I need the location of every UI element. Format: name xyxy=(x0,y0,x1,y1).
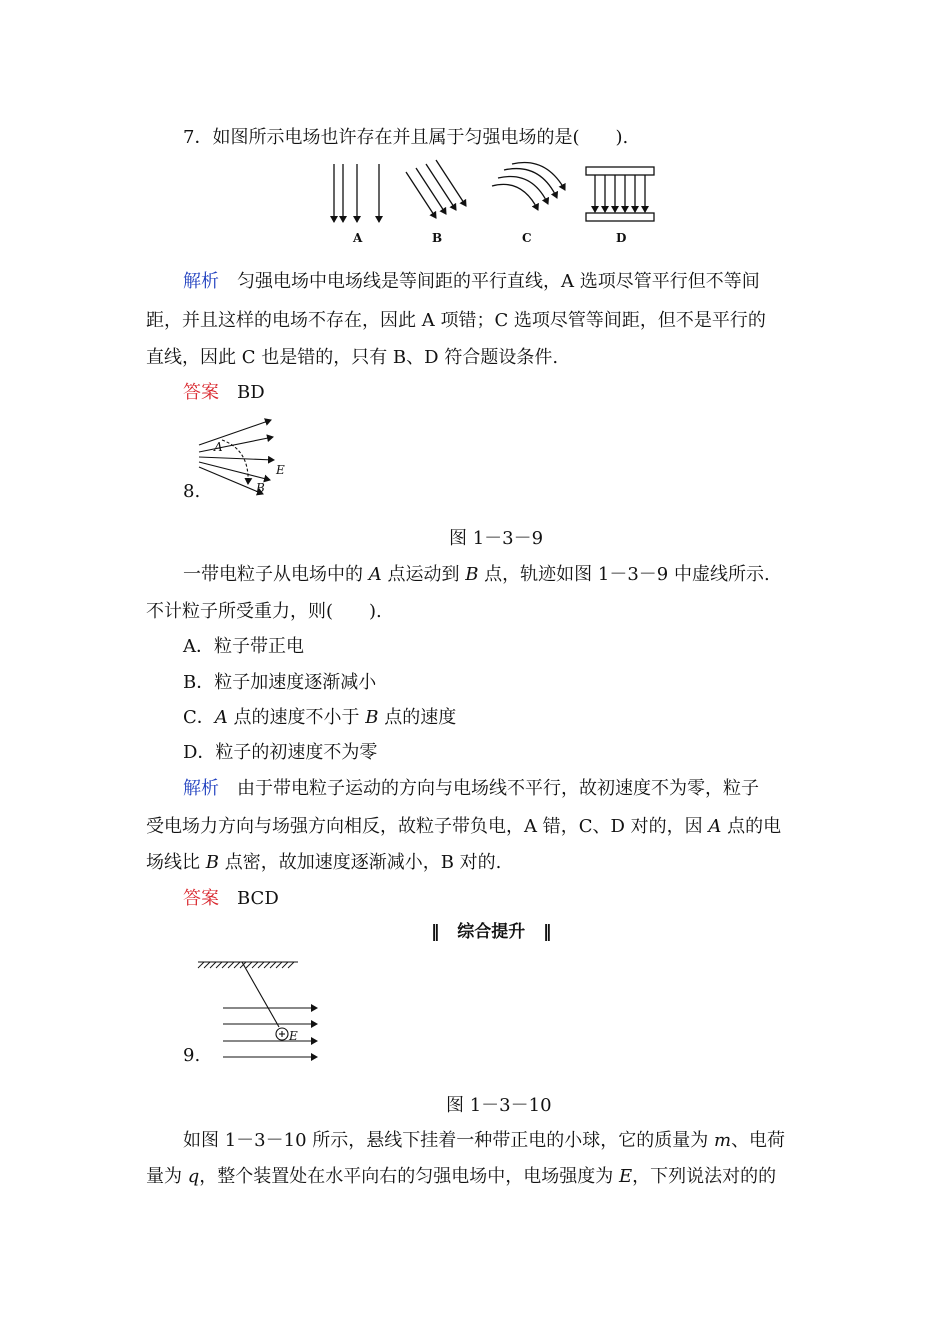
q8-caption: 图 1－3－9 xyxy=(449,528,544,549)
q9-number: 9. xyxy=(183,1045,201,1066)
fig-label-d: D xyxy=(616,231,627,245)
fig-point-b: B xyxy=(256,481,265,495)
q7-answer: 答案 BD xyxy=(183,382,265,403)
q7-analysis-line-3: 直线，因此 C 也是错的，只有 B、D 符合题设条件. xyxy=(146,347,559,368)
fig-field-e: E xyxy=(276,463,285,477)
q8-stem-line-2: 不计粒子所受重力，则( ). xyxy=(146,601,382,622)
q8-stem-line-1: 一带电粒子从电场中的 A 点运动到 B 点，轨迹如图 1－3－9 中虚线所示. xyxy=(183,564,770,585)
analysis-label: 解析 xyxy=(183,271,219,292)
q8-number: 8. xyxy=(183,481,201,502)
q7-analysis-line-1: 解析 匀强电场中电场线是等间距的平行直线，A 选项尽管平行但不等间 xyxy=(183,271,760,292)
q8-option-a: A．粒子带正电 xyxy=(183,636,304,657)
fig-field-e: E xyxy=(289,1029,298,1043)
fig-label-b: B xyxy=(432,231,443,245)
q9-stem-line-1: 如图 1－3－10 所示，悬线下挂着一种带正电的小球，它的质量为 m、电荷 xyxy=(183,1130,786,1151)
q8-option-d: D．粒子的初速度不为零 xyxy=(183,742,378,763)
fig-label-a: A xyxy=(353,231,363,245)
q8-option-c: C．A 点的速度不小于 B 点的速度 xyxy=(183,707,457,728)
q8-analysis-line-2: 受电场力方向与场强方向相反，故粒子带负电，A 错，C、D 对的，因 A 点的电 xyxy=(146,816,782,837)
q8-analysis-line-3: 场线比 B 点密，故加速度逐渐减小，B 对的. xyxy=(146,852,502,873)
field-diagram-a xyxy=(334,164,379,222)
section-header: ‖ 综合提升 ‖ xyxy=(431,922,552,942)
q8-answer: 答案 BCD xyxy=(183,888,279,909)
fig-point-a: A xyxy=(214,440,223,454)
q7-stem: 7．如图所示电场也许存在并且属于匀强电场的是( ). xyxy=(183,127,629,148)
q9-stem-line-2: 量为 q，整个装置处在水平向右的匀强电场中，电场强度为 E，下列说法对的的 xyxy=(146,1166,777,1187)
field-diagram-c xyxy=(492,162,565,210)
answer-label: 答案 xyxy=(183,382,219,403)
field-diagram-b xyxy=(406,160,466,218)
field-diagram-d xyxy=(586,167,654,221)
q8-option-b: B．粒子加速度逐渐减小 xyxy=(183,672,377,693)
q8-analysis-line-1: 解析 由于带电粒子运动的方向与电场线不平行，故初速度不为零，粒子 xyxy=(183,778,759,799)
q7-analysis-line-2: 距，并且这样的电场不存在，因此 A 项错；C 选项尽管等间距，但不是平行的 xyxy=(146,310,766,331)
q9-caption: 图 1－3－10 xyxy=(446,1095,552,1116)
fig-label-c: C xyxy=(522,231,532,245)
